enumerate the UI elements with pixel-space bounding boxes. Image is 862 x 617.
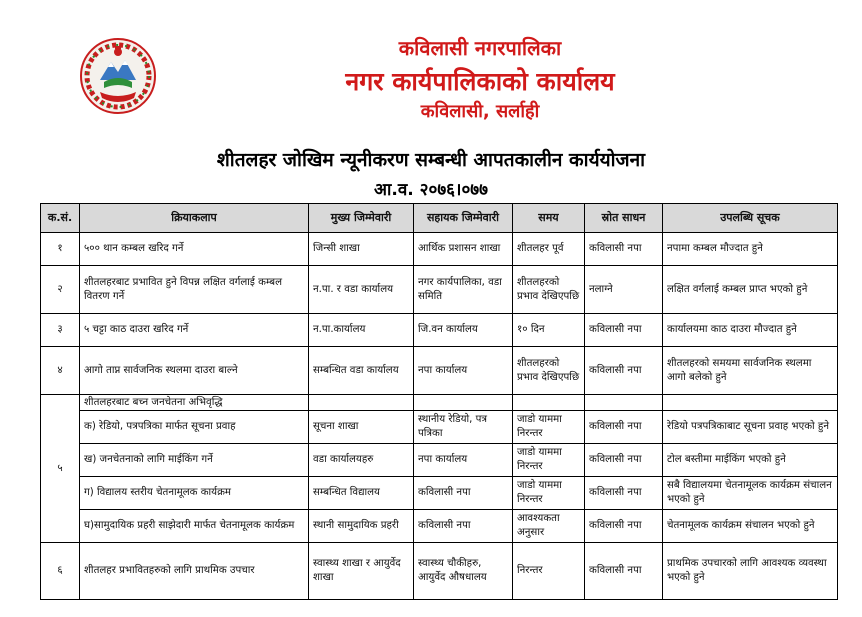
row-support: स्वास्थ्य चौकीहरु, आयुर्वेद औषधालय <box>414 543 513 600</box>
table-row <box>41 266 838 314</box>
row-sn: ६ <box>41 543 80 600</box>
row-support: नपा कार्यालय <box>414 444 513 477</box>
row-time: निरन्तर <box>513 543 585 600</box>
table-row <box>41 233 838 266</box>
row-support: नपा कार्यालय <box>414 347 513 395</box>
row-indicator: रेडियो पत्रपत्रिकाबाट सूचना प्रवाह भएको हुने <box>663 411 838 444</box>
row-sn: १ <box>41 233 80 266</box>
group-heading: शीतलहरबाट बच्न जनचेतना अभिवृद्धि <box>80 395 309 411</box>
col-header-indicator: उपलब्धि सूचक <box>663 204 838 233</box>
table-row <box>41 347 838 395</box>
row-main: सूचना शाखा <box>309 411 414 444</box>
row-indicator: नपामा कम्बल मौज्दात हुने <box>663 233 838 266</box>
col-header-time: समय <box>513 204 585 233</box>
office-address: कविलासी, सर्लाही <box>420 101 540 122</box>
action-plan-table <box>40 203 838 600</box>
row-sn: २ <box>41 266 80 314</box>
table-row <box>41 444 838 477</box>
row-time: शीतलहर पूर्व <box>513 233 585 266</box>
row-indicator: सबै विद्यालयमा चेतनामूलक कार्यक्रम संचालन भएको हुने <box>663 477 838 510</box>
row-indicator: कार्यालयमा काठ दाउरा मौज्दात हुने <box>663 314 838 347</box>
row-indicator: शीतलहरको समयमा सार्वजनिक स्थलमा आगो बलेको हुने <box>663 347 838 395</box>
row-activity: ५०० थान कम्बल खरिद गर्ने <box>80 233 309 266</box>
row-support: जि.वन कार्यालय <box>414 314 513 347</box>
row-time: शीतलहरको प्रभाव देखिएपछि <box>513 266 585 314</box>
row-time: जाडो याममा निरन्तर <box>513 411 585 444</box>
col-header-activity: क्रियाकलाप <box>80 204 309 233</box>
row-activity: शीतलहरबाट प्रभावित हुने विपन्न लक्षित वर्गलाई कम्बल वितरण गर्ने <box>80 266 309 314</box>
row-activity: ५ चट्टा काठ दाउरा खरिद गर्ने <box>80 314 309 347</box>
row-time: आवश्यकता अनुसार <box>513 510 585 543</box>
row-time: शीतलहरको प्रभाव देखिएपछि <box>513 347 585 395</box>
row-source: कविलासी नपा <box>585 444 663 477</box>
row-activity: क) रेडियो, पत्रपत्रिका मार्फत सूचना प्रवाह <box>80 411 309 444</box>
row-source: कविलासी नपा <box>585 477 663 510</box>
row-main: सम्बन्धित विद्यालय <box>309 477 414 510</box>
row-source: कविलासी नपा <box>585 347 663 395</box>
table-row <box>41 543 838 600</box>
table-row-group-heading <box>41 395 838 411</box>
row-source: कविलासी नपा <box>585 543 663 600</box>
row-time: १० दिन <box>513 314 585 347</box>
table-header-row <box>41 204 838 233</box>
row-sn: ४ <box>41 347 80 395</box>
row-source: कविलासी नपा <box>585 314 663 347</box>
row-main: स्वास्थ्य शाखा र आयुर्वेद शाखा <box>309 543 414 600</box>
office-name: नगर कार्यपालिकाको कार्यालय <box>345 67 615 96</box>
row-main: वडा कार्यालयहरु <box>309 444 414 477</box>
row-support: कविलासी नपा <box>414 477 513 510</box>
row-activity: ग) विद्यालय स्तरीय चेतनामूलक कार्यक्रम <box>80 477 309 510</box>
municipality-name: कविलासी नगरपालिका <box>398 36 562 60</box>
row-source: नलाग्ने <box>585 266 663 314</box>
table-row <box>41 314 838 347</box>
table-row <box>41 477 838 510</box>
row-source: कविलासी नपा <box>585 510 663 543</box>
row-indicator: प्राथमिक उपचारको लागि आवश्यक व्यवस्था भएको हुने <box>663 543 838 600</box>
row-support: स्थानीय रेडियो, पत्र पत्रिका <box>414 411 513 444</box>
document-title: शीतलहर जोखिम न्यूनीकरण सम्बन्धी आपतकालीन कार्ययोजना <box>216 149 646 171</box>
row-indicator: चेतनामूलक कार्यक्रम संचालन भएको हुने <box>663 510 838 543</box>
col-header-source: स्रोत साधन <box>585 204 663 233</box>
row-main: न.पा. र वडा कार्यालय <box>309 266 414 314</box>
fiscal-year: आ.व. २०७६।०७७ <box>374 180 488 200</box>
table-row <box>41 510 838 543</box>
row-source: कविलासी नपा <box>585 411 663 444</box>
row-support: आर्थिक प्रशासन शाखा <box>414 233 513 266</box>
row-activity: शीतलहर प्रभावितहरुको लागि प्राथमिक उपचार <box>80 543 309 600</box>
row-main: जिन्सी शाखा <box>309 233 414 266</box>
row-main: स्थानी सामुदायिक प्रहरी <box>309 510 414 543</box>
row-main: सम्बन्धित वडा कार्यालय <box>309 347 414 395</box>
row-time: जाडो याममा निरन्तर <box>513 477 585 510</box>
row-main: न.पा.कार्यालय <box>309 314 414 347</box>
row-time: जाडो याममा निरन्तर <box>513 444 585 477</box>
col-header-main-responsibility: मुख्य जिम्मेवारी <box>309 204 414 233</box>
row-source: कविलासी नपा <box>585 233 663 266</box>
nepal-emblem-icon <box>78 36 158 116</box>
row-support: नगर कार्यपालिका, वडा समिति <box>414 266 513 314</box>
row-indicator: लक्षित वर्गलाई कम्बल प्राप्त भएको हुने <box>663 266 838 314</box>
row-support: कविलासी नपा <box>414 510 513 543</box>
table-row <box>41 411 838 444</box>
row-activity: ख) जनचेतनाको लागि माईकिंग गर्ने <box>80 444 309 477</box>
col-header-sn: क.सं. <box>41 204 80 233</box>
row-sn: ५ <box>41 395 80 543</box>
row-activity: आगो ताप्न सार्वजनिक स्थलमा दाउरा बाल्ने <box>80 347 309 395</box>
row-sn: ३ <box>41 314 80 347</box>
row-activity: घ)सामुदायिक प्रहरी साझेदारी मार्फत चेतनामूलक कार्यक्रम <box>80 510 309 543</box>
row-indicator: टोल बस्तीमा माईकिंग भएको हुने <box>663 444 838 477</box>
col-header-support-responsibility: सहायक जिम्मेवारी <box>414 204 513 233</box>
